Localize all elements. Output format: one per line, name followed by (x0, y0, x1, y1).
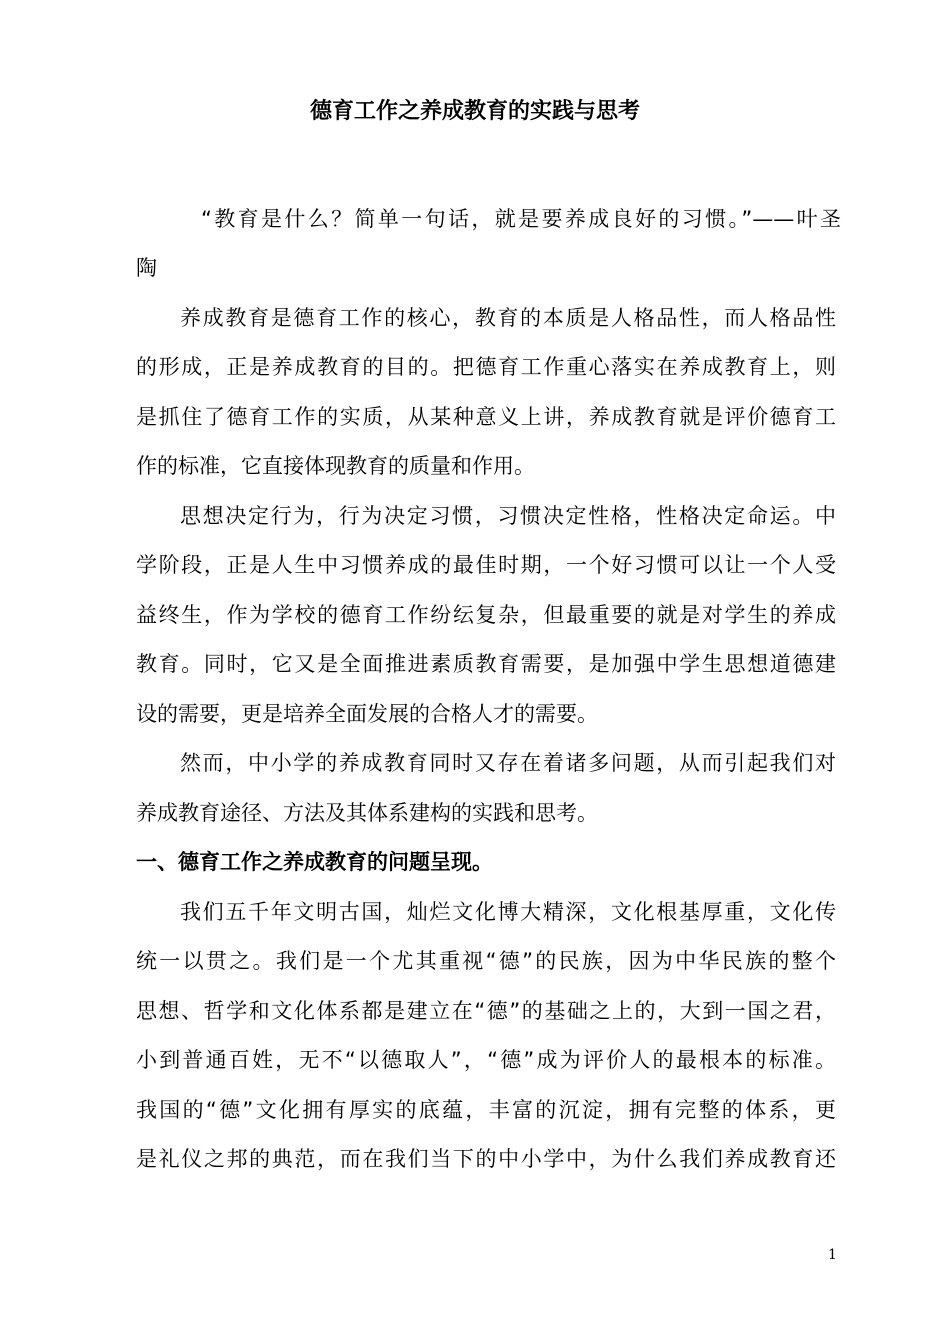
paragraph-line: 是抓住了德育工作的实质，从某种意义上讲，养成教育就是评价德育工 (136, 405, 836, 429)
paragraph-line: 益终生，作为学校的德育工作纷纭复杂，但最重要的就是对学生的养成 (136, 603, 836, 627)
paragraph-line: 统一以贯之。我们是一个尤其重视“德”的民族，因为中华民族的整个 (136, 949, 836, 973)
paragraph-line: 我们五千年文明古国，灿烂文化博大精深，文化根基厚重，文化传 (180, 900, 836, 924)
epigraph-line: 陶 (136, 256, 157, 280)
paragraph-line: 然而，中小学的养成教育同时又存在着诸多问题，从而引起我们对 (180, 751, 836, 775)
paragraph-line: 教育。同时，它又是全面推进素质教育需要，是加强中学生思想道德建 (136, 652, 836, 676)
paragraph-line: 的形成，正是养成教育的目的。把德育工作重心落实在养成教育上，则 (136, 355, 836, 379)
page-number: 1 (828, 1247, 837, 1263)
paragraph-line: 作的标准，它直接体现教育的质量和作用。 (136, 454, 535, 478)
section-heading: 一、德育工作之养成教育的问题呈现。 (136, 850, 493, 874)
paragraph-line: 养成教育是德育工作的核心，教育的本质是人格品性，而人格品性 (180, 306, 836, 330)
document-title: 德育工作之养成教育的实践与思考 (309, 99, 640, 124)
paragraph-line: 是礼仪之邦的典范，而在我们当下的中小学中，为什么我们养成教育还 (136, 1147, 836, 1171)
paragraph-line: 设的需要，更是培养全面发展的合格人才的需要。 (136, 702, 598, 726)
paragraph-line: 思想、哲学和文化体系都是建立在“德”的基础之上的，大到一国之君， (136, 999, 836, 1023)
paragraph-line: 思想决定行为，行为决定习惯，习惯决定性格，性格决定命运。中 (180, 504, 836, 528)
epigraph-line: “教育是什么？简单一句话，就是要养成良好的习惯。”——叶圣 (201, 207, 841, 231)
paragraph-line: 学阶段，正是人生中习惯养成的最佳时期，一个好习惯可以让一个人受 (136, 553, 836, 577)
paragraph-line: 小到普通百姓，无不“以德取人”，“德”成为评价人的最根本的标准。 (136, 1048, 836, 1072)
paragraph-line: 我国的“德”文化拥有厚实的底蕴，丰富的沉淀，拥有完整的体系，更 (136, 1098, 836, 1122)
paragraph-line: 养成教育途径、方法及其体系建构的实践和思考。 (136, 801, 598, 825)
